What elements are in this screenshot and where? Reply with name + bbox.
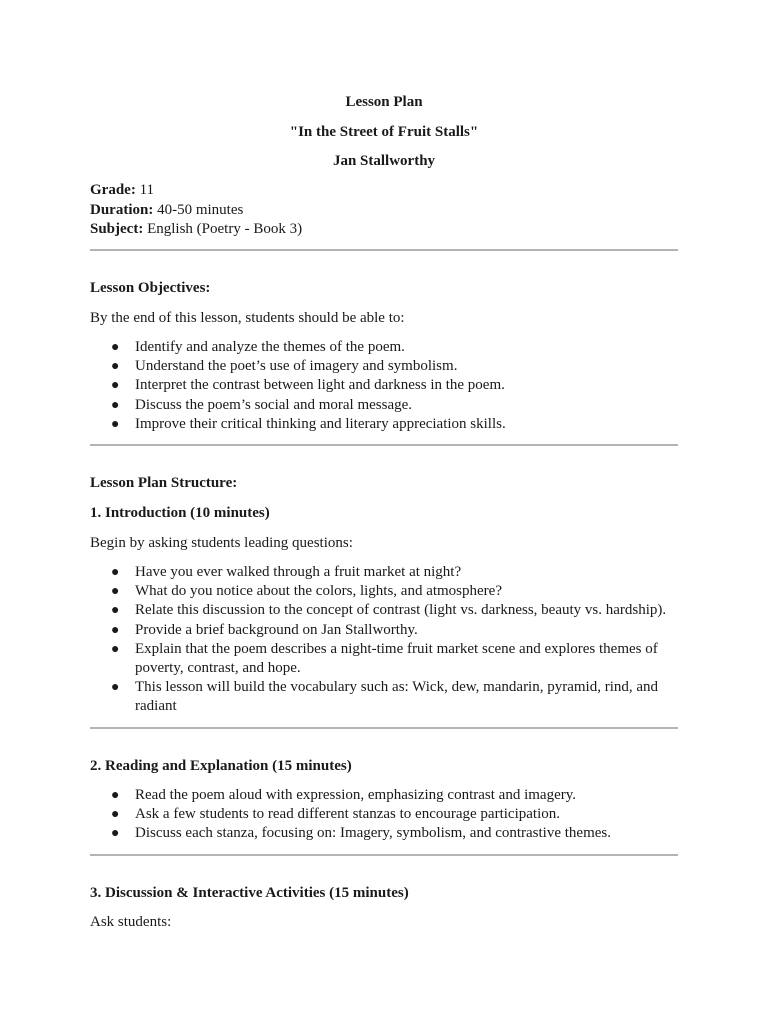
- bullet-icon: ●: [111, 788, 120, 803]
- divider: [90, 249, 678, 251]
- bullet-icon: ●: [111, 565, 120, 580]
- structure-heading: Lesson Plan Structure:: [90, 475, 238, 491]
- bullet-icon: ●: [111, 807, 120, 823]
- grade-value: 11: [135, 182, 155, 198]
- list-item: ● Understand the poet’s use of imagery and symbolism.: [90, 357, 678, 376]
- bullet-icon: ●: [111, 378, 120, 394]
- list-item: ● Relate this discussion to the concept of contrast (light vs. darkness, beauty vs. hardship).: [90, 601, 678, 620]
- grade-line: [90, 180, 154, 200]
- list-item: ● Interpret the contrast between light and darkness in the poem.: [90, 376, 678, 395]
- bullet-icon: ●: [111, 359, 120, 375]
- bullet-icon: ●: [111, 826, 120, 842]
- discussion-heading: 3. Discussion & Interactive Activities (15 minutes): [90, 885, 409, 901]
- introduction-list: [90, 563, 678, 717]
- list-item: ● Ask a few students to read different stanzas to encourage participation.: [90, 805, 678, 824]
- list-item: ● What do you notice about the colors, lights, and atmosphere?: [90, 582, 678, 601]
- divider: [90, 727, 678, 729]
- bullet-icon: ●: [111, 641, 120, 657]
- bullet-icon: ●: [111, 680, 120, 696]
- list-item: ● Read the poem aloud with expression, emphasizing contrast and imagery.: [90, 786, 678, 805]
- list-item: ● Improve their critical thinking and literary appreciation skills.: [90, 415, 678, 434]
- subject-value: English (Poetry - Book 3): [143, 221, 303, 237]
- grade-label: Grade:: [90, 182, 136, 198]
- objectives-intro: By the end of this lesson, students should be able to:: [90, 310, 405, 326]
- bullet-icon: ●: [111, 340, 120, 355]
- poem-author: Jan Stallworthy: [332, 153, 436, 169]
- discussion-lead: Ask students:: [90, 914, 172, 930]
- introduction-heading: 1. Introduction (10 minutes): [90, 505, 270, 521]
- bullet-icon: ●: [111, 603, 120, 619]
- subject-line: [90, 219, 302, 239]
- list-item: ● Provide a brief background on Jan Stallworthy.: [90, 621, 678, 640]
- poem-title: "In the Street of Fruit Stalls": [289, 124, 479, 140]
- list-item: ● Have you ever walked through a fruit market at night?: [90, 563, 678, 582]
- duration-label: Duration:: [90, 202, 154, 218]
- document-title: Lesson Plan: [345, 94, 423, 110]
- duration-line: [90, 200, 243, 220]
- divider: [90, 854, 678, 856]
- list-item: ● Discuss each stanza, focusing on: Imagery, symbolism, and contrastive themes.: [90, 824, 678, 843]
- reading-heading: 2. Reading and Explanation (15 minutes): [90, 758, 352, 774]
- introduction-lead: Begin by asking students leading questions:: [90, 535, 353, 551]
- objectives-list: [90, 338, 678, 434]
- objectives-heading: Lesson Objectives:: [90, 280, 211, 296]
- duration-value: 40-50 minutes: [153, 202, 244, 218]
- reading-list: [90, 786, 678, 844]
- list-item: ● Explain that the poem describes a night-time fruit market scene and explores themes of poverty, contrast, and hope.: [111, 640, 658, 677]
- bullet-icon: ●: [111, 584, 120, 600]
- subject-label: Subject:: [90, 221, 144, 237]
- list-item: ● Discuss the poem’s social and moral message.: [90, 396, 678, 415]
- list-item: ● Identify and analyze the themes of the poem.: [90, 338, 678, 357]
- list-item: ● This lesson will build the vocabulary such as: Wick, dew, mandarin, pyramid, rind, and radiant: [111, 679, 659, 715]
- bullet-icon: ●: [111, 397, 120, 413]
- bullet-icon: ●: [111, 416, 120, 432]
- divider: [90, 444, 678, 446]
- bullet-icon: ●: [111, 622, 120, 638]
